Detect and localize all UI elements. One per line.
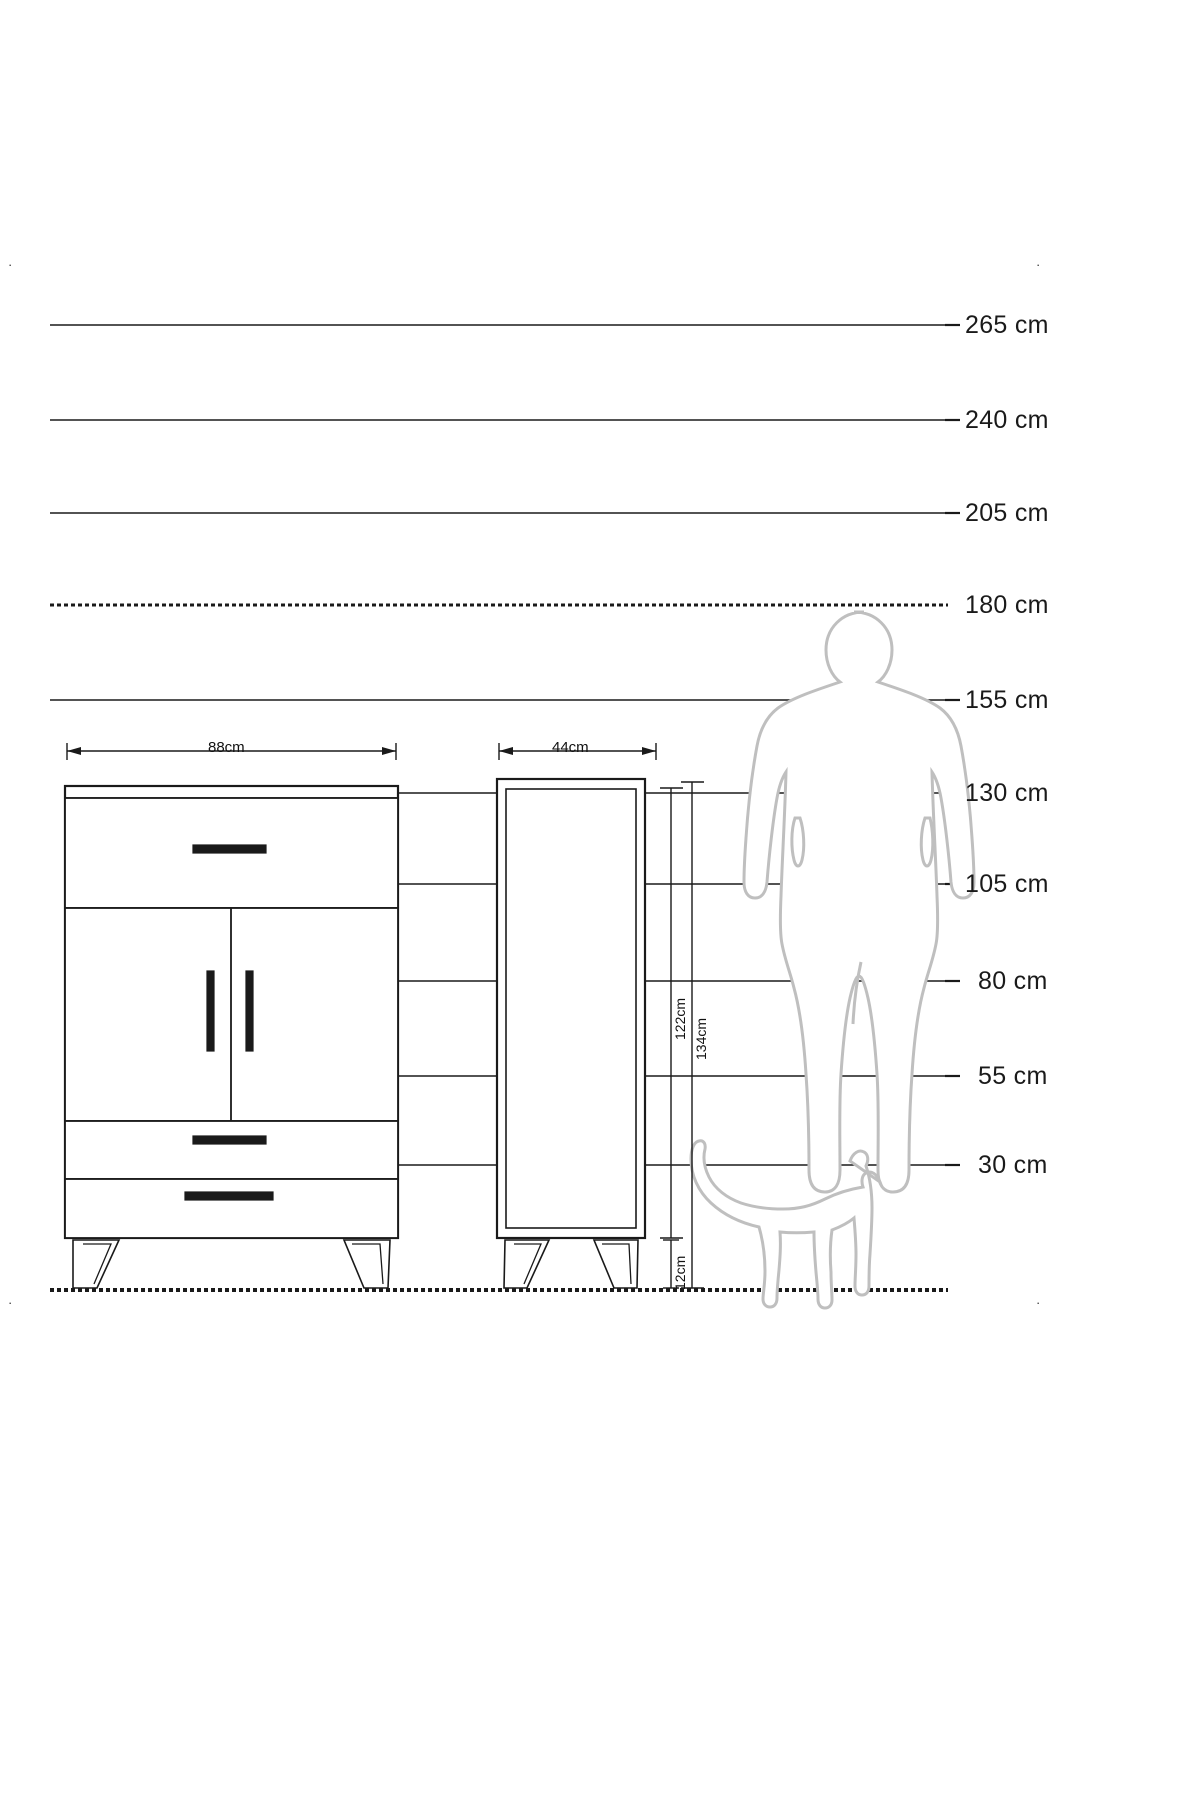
dimension-label-88cm: 88cm — [208, 739, 245, 756]
dim-88-arrow-right — [382, 747, 396, 755]
corner-mark-bottom-right: · — [1036, 1295, 1041, 1310]
scale-label-30: 30 cm — [978, 1151, 1048, 1179]
scale-label-80: 80 cm — [978, 967, 1048, 995]
dimension-label-122cm: 122cm — [672, 997, 688, 1040]
wide-cabinet-middle-drawer — [65, 1121, 398, 1179]
wide-cabinet-left-door-handle — [207, 971, 214, 1051]
dim-44-arrow-left — [499, 747, 513, 755]
scale-label-155: 155 cm — [965, 686, 1049, 714]
scale-label-205: 205 cm — [965, 499, 1049, 527]
scale-label-180: 180 cm — [965, 591, 1049, 619]
scale-label-105: 105 cm — [965, 870, 1049, 898]
dimension-label-44cm: 44cm — [552, 739, 589, 756]
wide-cabinet-bottom-drawer — [65, 1179, 398, 1238]
corner-mark-top-right: · — [1036, 257, 1041, 272]
dimension-label-134cm: 134cm — [693, 1017, 709, 1060]
corner-mark-top-left: · — [8, 257, 13, 272]
tall-cabinet[interactable] — [497, 779, 645, 1288]
scale-label-130: 130 cm — [965, 779, 1049, 807]
wide-cabinet-right-door-handle — [246, 971, 253, 1051]
wide-cabinet-middle-drawer-handle — [193, 1136, 266, 1144]
dim-88-arrow-left — [67, 747, 81, 755]
tall-cabinet-leg-left — [504, 1240, 549, 1288]
human-silhouette — [744, 612, 974, 1192]
tall-cabinet-door — [506, 789, 636, 1228]
wide-cabinet-bottom-drawer-handle — [185, 1192, 273, 1200]
corner-mark-bottom-left: · — [8, 1295, 13, 1310]
dim-44-arrow-right — [642, 747, 656, 755]
wide-cabinet-top-drawer-handle — [193, 845, 266, 853]
dimension-label-12cm: 12cm — [672, 1255, 688, 1290]
wide-cabinet[interactable] — [65, 786, 398, 1288]
scale-label-55: 55 cm — [978, 1062, 1048, 1090]
cat-silhouette — [691, 1141, 880, 1308]
scale-label-240: 240 cm — [965, 406, 1049, 434]
scale-label-265: 265 cm — [965, 311, 1049, 339]
